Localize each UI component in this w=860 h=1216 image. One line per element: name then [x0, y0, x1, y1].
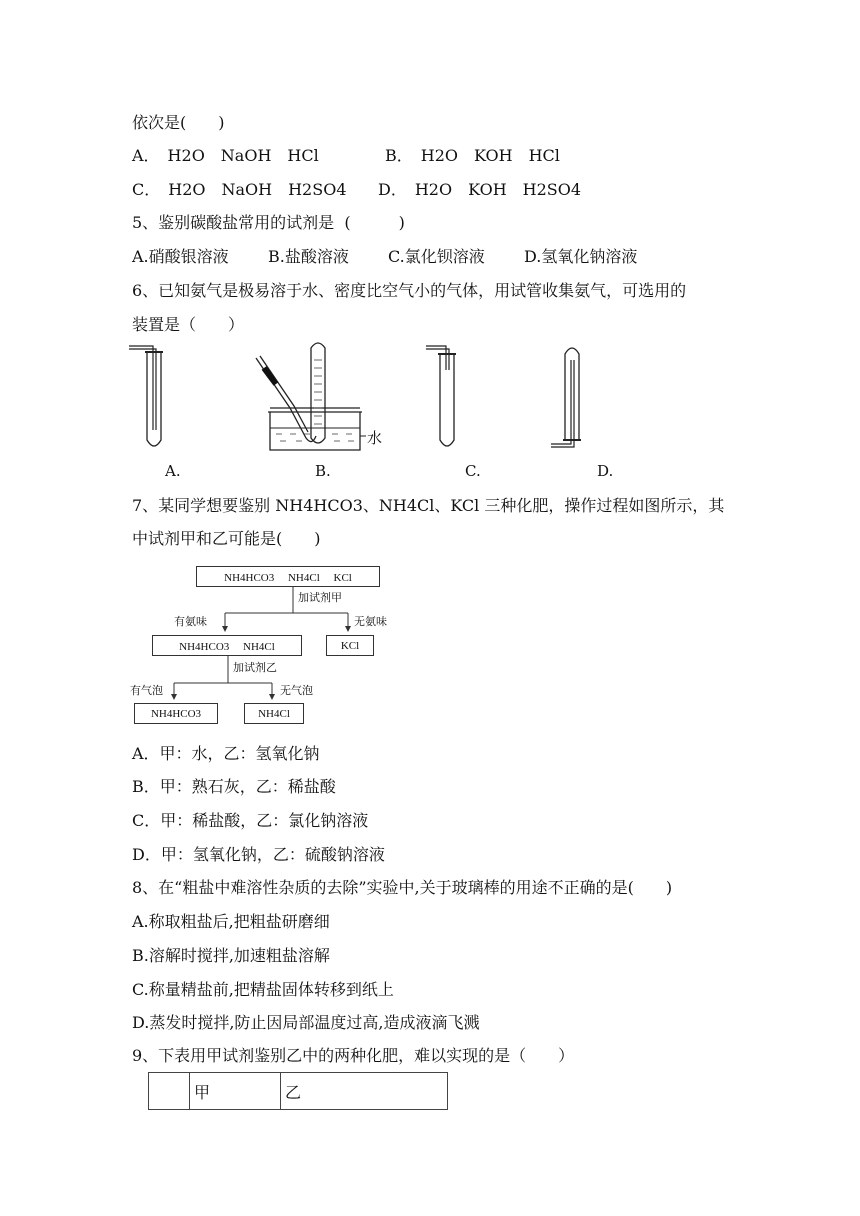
identification-flowchart: [130, 565, 400, 725]
q9-stem: 9、下表用甲试剂鉴别乙中的两种化肥，难以实现的是（ ）: [132, 1046, 575, 1065]
q4-option-a: A． H2O NaOH HCl: [132, 146, 319, 165]
table-header-yi: 乙: [281, 1073, 448, 1110]
q4-option-c: C． H2O NaOH H2SO4: [132, 180, 347, 199]
flow-box-nh4cl: NH4Cl: [244, 703, 304, 724]
q7-option-d: D．甲：氢氧化钠，乙：硫酸钠溶液: [132, 845, 385, 864]
q7-option-c: C．甲：稀盐酸，乙：氯化钠溶液: [132, 811, 369, 830]
flow-top-box: NH4HCO3 NH4Cl KCl: [196, 566, 380, 587]
table-row: [149, 1073, 448, 1110]
q8-option-b: B.溶解时搅拌,加速粗盐溶解: [132, 946, 330, 965]
apparatus-c-test-tube-icon: [420, 340, 470, 455]
q5-option-b: B.盐酸溶液: [268, 247, 349, 266]
flow-right-label2: 无气泡: [280, 684, 313, 697]
apparatus-caption-b: B.: [315, 462, 331, 480]
flow-reagent2-label: 加试剂乙: [233, 661, 277, 674]
flow-kcl-box: KCl: [326, 635, 374, 656]
q5-stem: 5、鉴别碳酸盐常用的试剂是 ( ): [132, 213, 405, 232]
flow-mid-box: NH4HCO3 NH4Cl: [152, 635, 302, 656]
flow-reagent1-label: 加试剂甲: [298, 591, 342, 604]
apparatus-caption-c: C.: [465, 462, 481, 480]
apparatus-d-inverted-tube-icon: [545, 340, 595, 455]
q8-option-d: D.蒸发时搅拌,防止因局部温度过高,造成液滴飞溅: [132, 1013, 480, 1032]
apparatus-caption-d: D.: [597, 462, 614, 480]
flow-left-label1: 有氨味: [174, 615, 207, 628]
flow-right-label1: 无氨味: [354, 615, 387, 628]
apparatus-a-test-tube-icon: [125, 340, 175, 455]
q7-stem-line1: 7、某同学想要鉴别 NH4HCO3、NH4Cl、KCl 三种化肥，操作过程如图所示，其: [132, 496, 725, 515]
q9-table: [148, 1072, 448, 1110]
q4-option-b: B． H2O KOH HCl: [385, 146, 560, 165]
q4-option-d: D． H2O KOH H2SO4: [378, 180, 582, 199]
apparatus-caption-a: A.: [165, 462, 181, 480]
table-header-blank: [149, 1073, 190, 1110]
q5-option-a: A.硝酸银溶液: [132, 247, 229, 266]
q8-option-c: C.称量精盐前,把精盐固体转移到纸上: [132, 980, 394, 999]
q7-stem-line2: 中试剂甲和乙可能是( ): [132, 529, 321, 548]
flow-left-label2: 有气泡: [130, 684, 163, 697]
table-header-jia: 甲: [190, 1073, 281, 1110]
q7-option-a: A．甲：水，乙：氢氧化钠: [132, 744, 320, 763]
flow-box-nh4hco3: NH4HCO3: [134, 703, 218, 724]
q8-option-a: A.称取粗盐后,把粗盐研磨细: [132, 912, 330, 931]
q8-stem: 8、在“粗盐中难溶性杂质的去除”实验中,关于玻璃棒的用途不正确的是( ): [132, 878, 673, 897]
q6-stem-line2: 装置是（ ）: [132, 315, 245, 334]
water-label: 水: [367, 429, 383, 447]
q6-stem-line1: 6、已知氨气是极易溶于水、密度比空气小的气体，用试管收集氨气，可选用的: [132, 281, 687, 300]
intro-line: 依次是( ): [132, 113, 225, 132]
q5-option-d: D.氢氧化钠溶液: [524, 247, 638, 266]
q5-option-c: C.氯化钡溶液: [388, 247, 485, 266]
q7-option-b: B．甲：熟石灰，乙：稀盐酸: [132, 777, 336, 796]
